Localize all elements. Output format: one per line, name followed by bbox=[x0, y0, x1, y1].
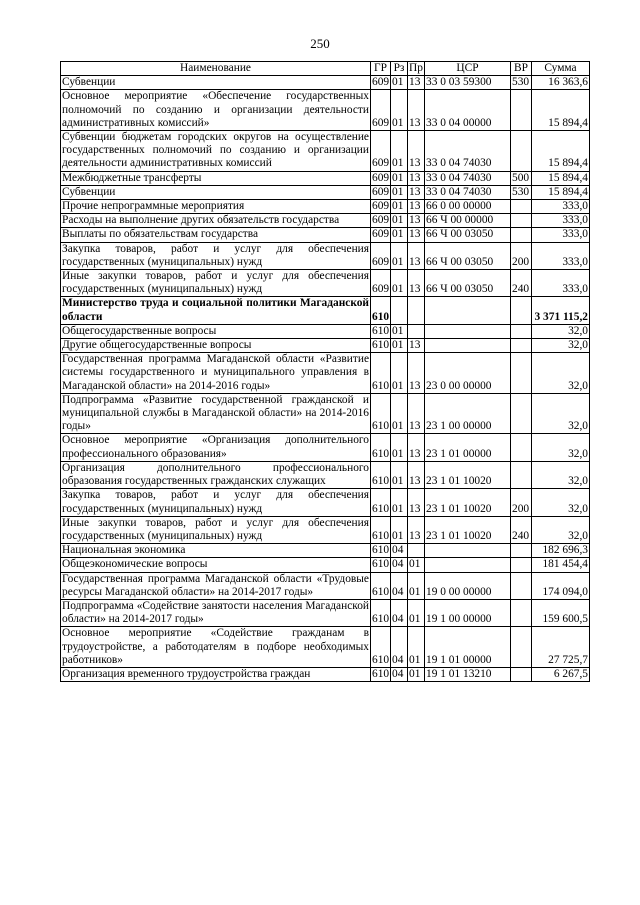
cell-rz: 01 bbox=[391, 171, 408, 185]
cell-pr: 13 bbox=[408, 76, 425, 90]
cell-pr: 01 bbox=[408, 667, 425, 681]
cell-pr: 13 bbox=[408, 228, 425, 242]
cell-pr: 13 bbox=[408, 339, 425, 353]
cell-sum: 15 894,4 bbox=[532, 90, 590, 131]
cell-name: Межбюджетные трансферты bbox=[61, 171, 371, 185]
cell-vr bbox=[511, 297, 532, 324]
cell-csr: 23 1 01 10020 bbox=[425, 516, 511, 543]
cell-csr bbox=[425, 544, 511, 558]
cell-rz: 01 bbox=[391, 90, 408, 131]
cell-sum: 6 267,5 bbox=[532, 667, 590, 681]
cell-name: Закупка товаров, работ и услуг для обеспечения государственных (муниципальных) нужд bbox=[62, 489, 369, 515]
cell-rz: 04 bbox=[391, 627, 408, 668]
cell-csr: 66 Ч 00 03050 bbox=[425, 242, 511, 269]
cell-vr bbox=[511, 667, 532, 681]
cell-name: Субвенции бюджетам городских округов на осуществление государственных полномочий по созданию и организации деятельности административных комиссий bbox=[62, 131, 369, 170]
cell-csr bbox=[425, 339, 511, 353]
table-row bbox=[61, 324, 590, 338]
cell-sum: 32,0 bbox=[532, 353, 590, 394]
cell-pr: 01 bbox=[408, 627, 425, 668]
cell-sum: 15 894,4 bbox=[532, 185, 590, 199]
cell-name: Основное мероприятие «Содействие гражданам в трудоустройстве, а работодателям в подборе необходимых работников» bbox=[62, 627, 369, 666]
cell-vr bbox=[511, 228, 532, 242]
cell-vr bbox=[511, 131, 532, 172]
cell-vr bbox=[511, 339, 532, 353]
cell-csr: 19 0 00 00000 bbox=[425, 572, 511, 599]
cell-pr bbox=[408, 297, 425, 324]
cell-gr: 609 bbox=[372, 214, 390, 227]
table-row bbox=[61, 76, 590, 90]
cell-csr: 66 Ч 00 03050 bbox=[425, 228, 511, 242]
cell-name: Национальная экономика bbox=[61, 544, 371, 558]
cell-gr: 610 bbox=[372, 339, 390, 352]
cell-rz: 04 bbox=[391, 599, 408, 626]
cell-rz: 01 bbox=[391, 200, 408, 214]
page-number: 250 bbox=[310, 36, 330, 51]
cell-pr bbox=[408, 324, 425, 338]
table-row bbox=[61, 627, 590, 668]
cell-csr: 33 0 04 74030 bbox=[425, 131, 511, 172]
cell-gr: 610 bbox=[371, 461, 391, 488]
table-row bbox=[61, 228, 590, 242]
cell-csr: 33 0 04 74030 bbox=[425, 171, 511, 185]
cell-sum: 333,0 bbox=[532, 228, 590, 242]
cell-name: Общеэкономические вопросы bbox=[61, 558, 371, 572]
cell-vr: 240 bbox=[511, 516, 532, 543]
cell-csr: 23 1 00 00000 bbox=[425, 393, 511, 434]
cell-rz: 04 bbox=[391, 558, 408, 572]
table-row bbox=[61, 434, 590, 461]
cell-name: Выплаты по обязательствам государства bbox=[61, 228, 371, 242]
cell-pr bbox=[408, 544, 425, 558]
cell-pr: 13 bbox=[408, 393, 425, 434]
cell-name: Закупка товаров, работ и услуг для обеспечения государственных (муниципальных) нужд bbox=[62, 242, 369, 268]
cell-sum: 333,0 bbox=[532, 270, 590, 297]
cell-csr: 19 1 01 13210 bbox=[425, 667, 511, 681]
cell-csr: 23 1 01 10020 bbox=[425, 489, 511, 516]
cell-rz: 01 bbox=[391, 353, 408, 394]
cell-name: Основное мероприятие «Обеспечение государственных полномочий по созданию и организации деятельности административных комиссий» bbox=[62, 90, 369, 129]
cell-pr: 13 bbox=[408, 353, 425, 394]
cell-gr: 609 bbox=[371, 131, 391, 172]
cell-rz: 04 bbox=[391, 667, 408, 681]
cell-vr: 530 bbox=[511, 185, 532, 199]
cell-name: Прочие непрограммные мероприятия bbox=[61, 200, 371, 214]
cell-csr: 19 1 01 00000 bbox=[425, 627, 511, 668]
cell-sum: 27 725,7 bbox=[532, 627, 590, 668]
cell-name: Другие общегосударственные вопросы bbox=[61, 339, 371, 353]
cell-sum: 15 894,4 bbox=[532, 171, 590, 185]
cell-gr: 610 bbox=[371, 489, 391, 516]
cell-name: Подпрограмма «Развитие государственной гражданской и муниципальной службы в Магаданской области» на 2014-2016 годы» bbox=[62, 393, 369, 433]
cell-gr: 610 bbox=[371, 393, 391, 434]
cell-pr: 13 bbox=[408, 434, 425, 461]
column-header-name: Наименование bbox=[61, 62, 371, 76]
cell-gr: 610 bbox=[372, 544, 390, 557]
cell-vr bbox=[511, 558, 532, 572]
cell-gr: 610 bbox=[371, 572, 391, 599]
cell-gr: 610 bbox=[371, 627, 391, 668]
cell-csr: 23 1 01 00000 bbox=[425, 434, 511, 461]
cell-sum: 32,0 bbox=[532, 461, 590, 488]
cell-sum: 181 454,4 bbox=[532, 558, 590, 572]
cell-sum: 32,0 bbox=[532, 324, 590, 338]
cell-gr: 609 bbox=[372, 228, 390, 241]
cell-rz: 01 bbox=[391, 214, 408, 228]
cell-pr: 01 bbox=[408, 599, 425, 626]
cell-rz: 01 bbox=[391, 270, 408, 297]
cell-vr: 200 bbox=[511, 489, 532, 516]
cell-gr: 609 bbox=[372, 200, 390, 213]
cell-vr bbox=[511, 572, 532, 599]
table-row bbox=[61, 572, 590, 599]
cell-gr: 609 bbox=[371, 90, 391, 131]
table-row bbox=[61, 353, 590, 394]
cell-rz: 01 bbox=[391, 185, 408, 199]
cell-sum: 159 600,5 bbox=[532, 599, 590, 626]
cell-rz: 01 bbox=[391, 76, 408, 90]
table-row bbox=[61, 667, 590, 681]
cell-name: Основное мероприятие «Организация дополнительного профессионального образования» bbox=[62, 434, 369, 460]
column-header-vr: ВР bbox=[511, 62, 532, 76]
table-row bbox=[61, 200, 590, 214]
cell-rz: 01 bbox=[391, 461, 408, 488]
table-row bbox=[61, 242, 590, 269]
cell-pr: 13 bbox=[408, 242, 425, 269]
cell-name: Субвенции bbox=[61, 76, 371, 90]
cell-csr: 19 1 00 00000 bbox=[425, 599, 511, 626]
cell-csr bbox=[425, 297, 511, 324]
cell-sum: 32,0 bbox=[532, 393, 590, 434]
cell-pr: 13 bbox=[408, 214, 425, 228]
table-row bbox=[61, 185, 590, 199]
cell-rz: 01 bbox=[391, 516, 408, 543]
cell-rz: 01 bbox=[391, 324, 408, 338]
cell-csr: 23 0 00 00000 bbox=[425, 353, 511, 394]
cell-name: Субвенции bbox=[61, 185, 371, 199]
cell-gr: 610 bbox=[372, 558, 390, 571]
cell-gr: 609 bbox=[372, 185, 390, 198]
cell-pr: 13 bbox=[408, 270, 425, 297]
column-header-sum: Сумма bbox=[532, 62, 590, 76]
cell-sum: 333,0 bbox=[532, 242, 590, 269]
cell-vr: 200 bbox=[511, 242, 532, 269]
table-row bbox=[61, 558, 590, 572]
table-row bbox=[61, 599, 590, 626]
column-header-pr: Пр bbox=[409, 62, 423, 74]
cell-gr: 609 bbox=[372, 76, 390, 89]
cell-sum: 15 894,4 bbox=[532, 131, 590, 172]
cell-pr: 13 bbox=[408, 131, 425, 172]
cell-rz: 01 bbox=[391, 228, 408, 242]
cell-name: Подпрограмма «Содействие занятости населения Магаданской области» на 2014-2017 годы» bbox=[62, 599, 369, 626]
column-header-gr: ГР bbox=[371, 62, 391, 76]
cell-sum: 174 094,0 bbox=[532, 572, 590, 599]
table-header-row bbox=[61, 62, 590, 76]
cell-vr bbox=[511, 90, 532, 131]
table-row bbox=[61, 214, 590, 228]
cell-vr bbox=[511, 627, 532, 668]
budget-table bbox=[60, 61, 590, 682]
cell-vr: 530 bbox=[511, 76, 532, 90]
cell-name: Организация дополнительного профессионального образования государственных гражданских служащих bbox=[62, 461, 369, 488]
cell-name: Организация временного трудоустройства граждан bbox=[61, 667, 371, 681]
cell-sum: 32,0 bbox=[532, 339, 590, 353]
cell-gr: 610 bbox=[371, 599, 391, 626]
cell-name: Общегосударственные вопросы bbox=[61, 324, 371, 338]
cell-pr: 13 bbox=[408, 171, 425, 185]
cell-rz: 04 bbox=[391, 572, 408, 599]
table-row bbox=[61, 393, 590, 434]
cell-sum: 32,0 bbox=[532, 434, 590, 461]
cell-pr: 01 bbox=[408, 558, 425, 572]
cell-sum: 32,0 bbox=[532, 489, 590, 516]
cell-pr: 13 bbox=[408, 90, 425, 131]
column-header-csr: ЦСР bbox=[425, 62, 511, 76]
cell-rz: 01 bbox=[391, 489, 408, 516]
cell-csr: 33 0 03 59300 bbox=[425, 76, 511, 90]
cell-gr: 610 bbox=[372, 667, 390, 680]
table-row bbox=[61, 544, 590, 558]
cell-pr: 13 bbox=[408, 185, 425, 199]
cell-rz: 01 bbox=[391, 393, 408, 434]
cell-name: Государственная программа Магаданской области «Трудовые ресурсы Магаданской области» на 2014-2017 годы» bbox=[62, 572, 369, 598]
cell-sum: 32,0 bbox=[532, 516, 590, 543]
cell-gr: 609 bbox=[371, 242, 391, 269]
cell-rz: 01 bbox=[391, 242, 408, 269]
cell-pr: 01 bbox=[408, 572, 425, 599]
cell-csr: 33 0 04 00000 bbox=[425, 90, 511, 131]
cell-gr: 610 bbox=[371, 353, 391, 394]
table-row bbox=[61, 270, 590, 297]
cell-gr: 610 bbox=[371, 516, 391, 543]
table-row bbox=[61, 131, 590, 172]
cell-rz bbox=[391, 297, 408, 324]
cell-rz: 01 bbox=[391, 339, 408, 353]
table-row bbox=[61, 489, 590, 516]
cell-gr: 610 bbox=[371, 297, 391, 324]
cell-pr: 13 bbox=[408, 489, 425, 516]
cell-csr bbox=[425, 324, 511, 338]
cell-pr: 13 bbox=[408, 461, 425, 488]
cell-gr: 610 bbox=[372, 324, 390, 337]
cell-csr: 66 Ч 00 00000 bbox=[425, 214, 511, 228]
cell-name: Государственная программа Магаданской области «Развитие системы государственного и муниципального управления в Магаданской области» на 2014-2016 годы» bbox=[62, 353, 369, 392]
cell-csr: 66 Ч 00 03050 bbox=[425, 270, 511, 297]
table-row bbox=[61, 516, 590, 543]
cell-pr: 13 bbox=[408, 516, 425, 543]
table-row bbox=[61, 171, 590, 185]
cell-vr bbox=[511, 353, 532, 394]
table-row bbox=[61, 90, 590, 131]
cell-csr bbox=[425, 558, 511, 572]
cell-vr: 240 bbox=[511, 270, 532, 297]
cell-pr: 13 bbox=[408, 200, 425, 214]
cell-gr: 609 bbox=[371, 270, 391, 297]
cell-gr: 609 bbox=[372, 171, 390, 184]
cell-csr: 23 1 01 10020 bbox=[425, 461, 511, 488]
cell-vr bbox=[511, 393, 532, 434]
cell-rz: 01 bbox=[391, 434, 408, 461]
cell-sum: 16 363,6 bbox=[532, 76, 590, 90]
cell-gr: 610 bbox=[371, 434, 391, 461]
table-row bbox=[61, 297, 590, 324]
cell-sum: 182 696,3 bbox=[532, 544, 590, 558]
cell-vr bbox=[511, 461, 532, 488]
cell-vr bbox=[511, 200, 532, 214]
cell-csr: 33 0 04 74030 bbox=[425, 185, 511, 199]
table-row bbox=[61, 461, 590, 488]
cell-rz: 04 bbox=[391, 544, 408, 558]
cell-sum: 3 371 115,2 bbox=[532, 297, 590, 324]
cell-vr bbox=[511, 544, 532, 558]
table-row bbox=[61, 339, 590, 353]
cell-vr bbox=[511, 599, 532, 626]
cell-vr bbox=[511, 324, 532, 338]
cell-sum: 333,0 bbox=[532, 214, 590, 228]
cell-name: Министерство труда и социальной политики Магаданской области bbox=[62, 297, 369, 323]
column-header-rz: Рз bbox=[391, 62, 408, 76]
cell-csr: 66 0 00 00000 bbox=[425, 200, 511, 214]
cell-vr bbox=[511, 214, 532, 228]
cell-name: Иные закупки товаров, работ и услуг для обеспечения государственных (муниципальных) нужд bbox=[62, 516, 369, 542]
cell-vr bbox=[511, 434, 532, 461]
cell-name: Расходы на выполнение других обязательств государства bbox=[61, 214, 371, 228]
cell-vr: 500 bbox=[511, 171, 532, 185]
cell-sum: 333,0 bbox=[532, 200, 590, 214]
cell-name: Иные закупки товаров, работ и услуг для обеспечения государственных (муниципальных) нужд bbox=[62, 270, 369, 296]
cell-rz: 01 bbox=[391, 131, 408, 172]
